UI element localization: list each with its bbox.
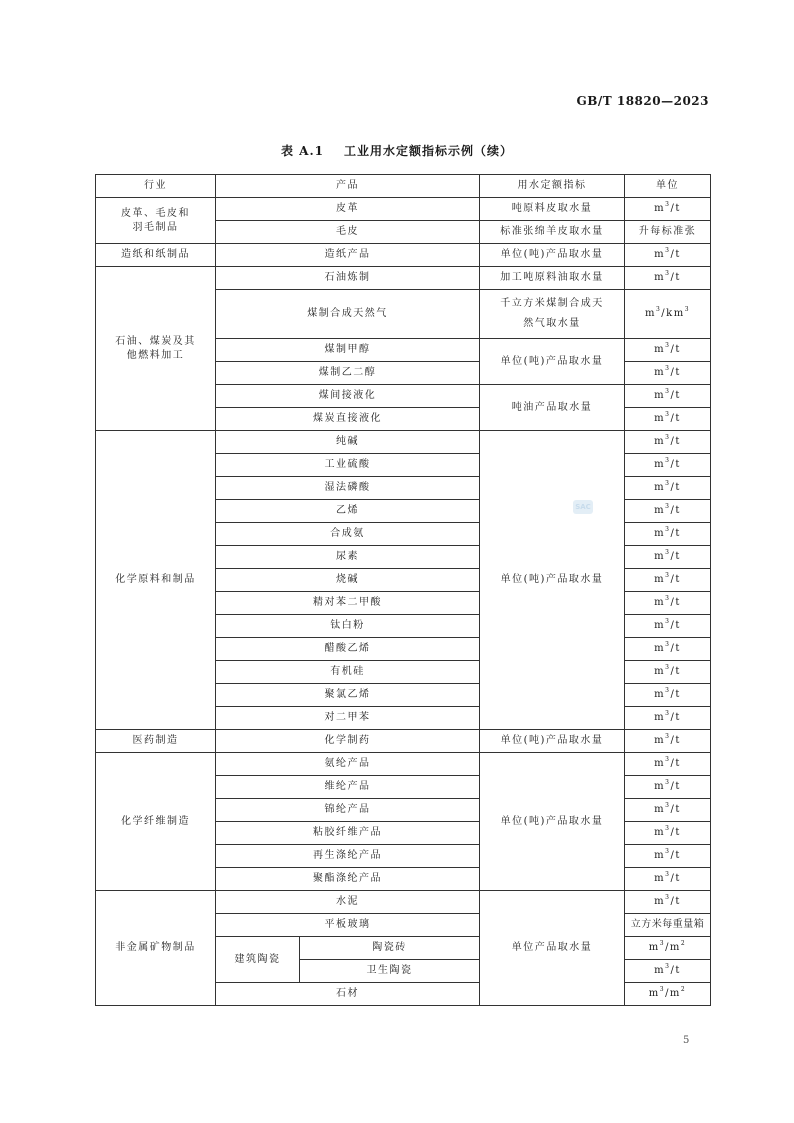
unit-cell: $m^3/t$ — [625, 431, 711, 454]
unit-cell: $m^3/t$ — [625, 592, 711, 615]
industry-cell: 化学纤维制造 — [96, 753, 216, 891]
unit-cell: $m^3/t$ — [625, 454, 711, 477]
unit-exponent: 3 — [665, 641, 671, 648]
product-cell: 醋酸乙烯 — [216, 638, 480, 661]
product-cell: 平板玻璃 — [216, 914, 480, 937]
product-cell: 陶瓷砖 — [300, 937, 480, 960]
indicator-cell: 单位(吨)产品取水量 — [480, 730, 625, 753]
unit-cell: $m^3/m^2$ — [625, 937, 711, 960]
product-cell: 毛皮 — [216, 221, 480, 244]
table-row — [96, 891, 711, 914]
unit-exponent: 3 — [665, 894, 671, 901]
table-row — [96, 730, 711, 753]
unit-cell: $m^3/t$ — [625, 638, 711, 661]
unit-exponent: 3 — [665, 871, 671, 878]
unit-exponent: 3 — [665, 503, 671, 510]
unit-cell: $m^3/t$ — [625, 730, 711, 753]
product-cell: 乙烯 — [216, 500, 480, 523]
unit-exponent: 3 — [659, 940, 666, 947]
product-cell: 尿素 — [216, 546, 480, 569]
product-cell: 锦纶产品 — [216, 799, 480, 822]
unit-exponent: 3 — [665, 756, 671, 763]
unit-exponent: 3 — [665, 618, 671, 625]
unit-cell: $m^3/t$ — [625, 891, 711, 914]
page-number: 5 — [683, 1035, 690, 1046]
product-group-cell: 建筑陶瓷 — [216, 937, 300, 983]
unit-cell: $m^3/t$ — [625, 244, 711, 267]
indicator-cell: 单位(吨)产品取水量 — [480, 753, 625, 891]
unit-cell: $m^3/t$ — [625, 615, 711, 638]
product-cell: 精对苯二甲酸 — [216, 592, 480, 615]
product-cell: 粘胶纤维产品 — [216, 822, 480, 845]
unit-cell: 立方米每重量箱 — [625, 914, 711, 937]
header-product: 产品 — [216, 175, 480, 198]
header-unit: 单位 — [625, 175, 711, 198]
unit-cell: $m^3/t$ — [625, 267, 711, 290]
unit-cell: $m^3/t$ — [625, 684, 711, 707]
product-cell: 水泥 — [216, 891, 480, 914]
product-cell: 工业硫酸 — [216, 454, 480, 477]
indicator-cell: 单位(吨)产品取水量 — [480, 339, 625, 385]
product-cell: 石材 — [216, 983, 480, 1006]
product-cell: 煤制合成天然气 — [216, 290, 480, 339]
unit-cell: $m^3/t$ — [625, 477, 711, 500]
header-indicator: 用水定额指标 — [480, 175, 625, 198]
indicator-cell: 标准张绵羊皮取水量 — [480, 221, 625, 244]
unit-exponent: 3 — [665, 779, 671, 786]
unit-exponent: 3 — [665, 526, 671, 533]
unit-cell: $m^3/t$ — [625, 799, 711, 822]
unit-exponent: 3 — [665, 201, 671, 208]
product-cell: 卫生陶瓷 — [300, 960, 480, 983]
unit-cell: $m^3/t$ — [625, 408, 711, 431]
table-title — [0, 142, 794, 159]
unit-cell: $m^3/t$ — [625, 523, 711, 546]
unit-cell: $m^3/km^3$ — [625, 290, 711, 339]
product-cell: 维纶产品 — [216, 776, 480, 799]
product-cell: 有机硅 — [216, 661, 480, 684]
unit-cell: $m^3/t$ — [625, 776, 711, 799]
unit-exponent: 3 — [659, 986, 666, 993]
table-title-text: 工业用水定额指标示例（续） — [344, 144, 514, 158]
unit-exponent: 3 — [665, 388, 671, 395]
sac-watermark-logo: SAC — [573, 500, 593, 514]
industry-cell: 医药制造 — [96, 730, 216, 753]
product-cell: 化学制药 — [216, 730, 480, 753]
unit-exponent: 3 — [665, 342, 671, 349]
product-cell: 石油炼制 — [216, 267, 480, 290]
unit-exponent: 3 — [665, 365, 671, 372]
unit-cell: 升每标准张 — [625, 221, 711, 244]
product-cell: 合成氨 — [216, 523, 480, 546]
unit-exponent: 2 — [680, 940, 687, 947]
unit-exponent: 3 — [665, 733, 671, 740]
industry-cell: 非金属矿物制品 — [96, 891, 216, 1006]
unit-exponent: 3 — [665, 710, 671, 717]
unit-exponent: 3 — [665, 270, 671, 277]
unit-exponent: 3 — [665, 480, 671, 487]
unit-exponent: 3 — [684, 306, 691, 313]
indicator-cell: 单位(吨)产品取水量 — [480, 244, 625, 267]
unit-cell: $m^3/t$ — [625, 546, 711, 569]
unit-cell: $m^3/t$ — [625, 960, 711, 983]
indicator-cell: 吨油产品取水量 — [480, 385, 625, 431]
unit-exponent: 3 — [665, 572, 671, 579]
header-industry: 行业 — [96, 175, 216, 198]
table-header-row — [96, 175, 711, 198]
industry-cell: 石油、煤炭及其他燃料加工 — [96, 267, 216, 431]
product-cell: 聚酯涤纶产品 — [216, 868, 480, 891]
product-cell: 煤炭直接液化 — [216, 408, 480, 431]
unit-exponent: 3 — [665, 434, 671, 441]
unit-exponent: 3 — [665, 687, 671, 694]
unit-exponent: 3 — [665, 802, 671, 809]
product-cell: 煤制甲醇 — [216, 339, 480, 362]
product-cell: 聚氯乙烯 — [216, 684, 480, 707]
unit-cell: $m^3/t$ — [625, 753, 711, 776]
unit-exponent: 3 — [665, 411, 671, 418]
product-cell: 煤间接液化 — [216, 385, 480, 408]
unit-exponent: 3 — [665, 664, 671, 671]
unit-cell: $m^3/t$ — [625, 868, 711, 891]
unit-exponent: 3 — [665, 595, 671, 602]
unit-exponent: 3 — [665, 457, 671, 464]
product-cell: 皮革 — [216, 198, 480, 221]
unit-exponent: 3 — [665, 549, 671, 556]
unit-exponent: 3 — [665, 825, 671, 832]
table-row — [96, 244, 711, 267]
unit-exponent: 3 — [665, 247, 671, 254]
unit-exponent: 3 — [665, 848, 671, 855]
product-cell: 对二甲苯 — [216, 707, 480, 730]
unit-cell: $m^3/t$ — [625, 822, 711, 845]
industry-cell: 化学原料和制品 — [96, 431, 216, 730]
unit-cell: $m^3/t$ — [625, 707, 711, 730]
indicator-cell: 加工吨原料油取水量 — [480, 267, 625, 290]
unit-exponent: 3 — [655, 306, 662, 313]
indicator-cell: 千立方米煤制合成天然气取水量 — [480, 290, 625, 339]
unit-cell: $m^3/t$ — [625, 385, 711, 408]
unit-cell: $m^3/t$ — [625, 339, 711, 362]
standard-code: GB/T 18820—2023 — [576, 94, 709, 108]
product-cell: 氨纶产品 — [216, 753, 480, 776]
product-cell: 湿法磷酸 — [216, 477, 480, 500]
product-cell: 造纸产品 — [216, 244, 480, 267]
unit-cell: $m^3/t$ — [625, 845, 711, 868]
product-cell: 纯碱 — [216, 431, 480, 454]
unit-cell: $m^3/t$ — [625, 198, 711, 221]
table-row — [96, 431, 711, 454]
table-row — [96, 753, 711, 776]
unit-exponent: 2 — [680, 986, 687, 993]
industry-cell: 造纸和纸制品 — [96, 244, 216, 267]
indicator-cell: 吨原料皮取水量 — [480, 198, 625, 221]
unit-cell: $m^3/t$ — [625, 661, 711, 684]
product-cell: 再生涤纶产品 — [216, 845, 480, 868]
water-quota-table — [95, 174, 711, 1006]
product-cell: 钛白粉 — [216, 615, 480, 638]
indicator-cell: 单位产品取水量 — [480, 891, 625, 1006]
indicator-cell: 单位(吨)产品取水量 — [480, 431, 625, 730]
industry-cell: 皮革、毛皮和羽毛制品 — [96, 198, 216, 244]
unit-cell: $m^3/m^2$ — [625, 983, 711, 1006]
unit-exponent: 3 — [665, 963, 671, 970]
unit-cell: $m^3/t$ — [625, 569, 711, 592]
product-cell: 煤制乙二醇 — [216, 362, 480, 385]
table-row — [96, 267, 711, 290]
product-cell: 烧碱 — [216, 569, 480, 592]
table-title-label: 表 A.1 — [280, 144, 324, 158]
table-row — [96, 198, 711, 221]
unit-cell: $m^3/t$ — [625, 362, 711, 385]
unit-cell: $m^3/t$ — [625, 500, 711, 523]
